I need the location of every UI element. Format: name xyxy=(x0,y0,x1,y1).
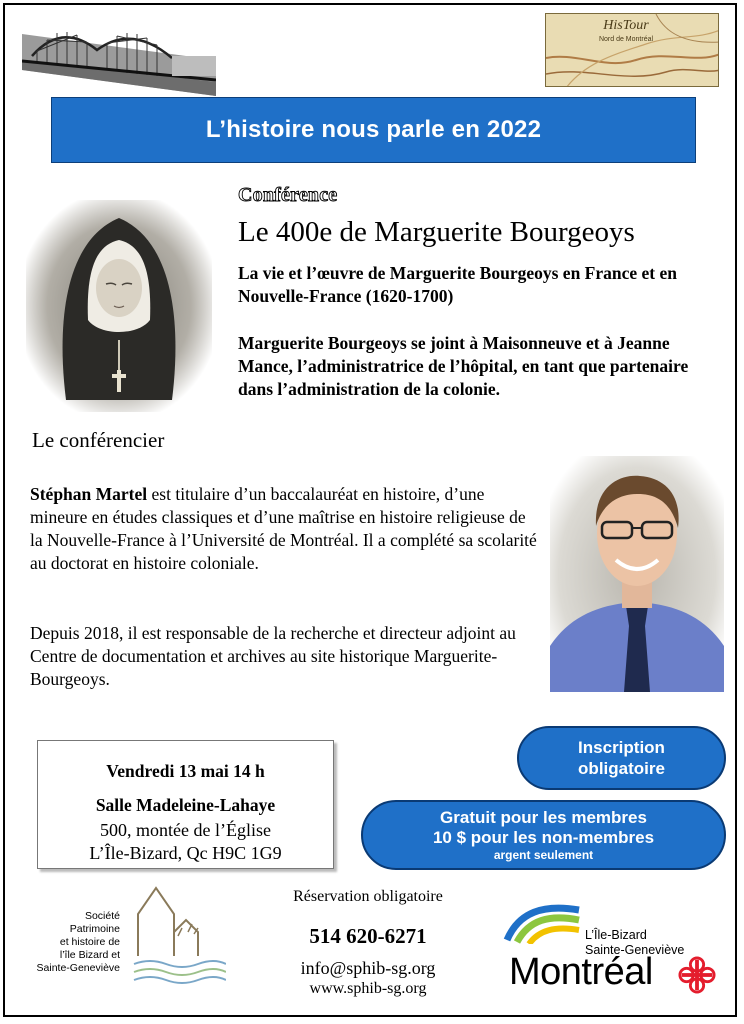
title-banner xyxy=(51,97,696,163)
price-note: argent seulement xyxy=(493,848,594,862)
borough-arcs-logo-icon xyxy=(503,900,583,944)
inscription-line-1: Inscription xyxy=(578,738,665,757)
event-info-box xyxy=(37,740,334,869)
borough-line-2: Sainte-Geneviève xyxy=(585,943,685,957)
borough-line-1: L’Île-Bizard xyxy=(585,928,647,942)
conference-title: Le 400e de Marguerite Bourgeoys xyxy=(238,216,635,248)
event-address-line-2: L’Île-Bizard, Qc H9C 1G9 xyxy=(89,843,282,863)
society-church-logo-icon xyxy=(130,884,226,992)
society-name xyxy=(16,910,120,975)
event-address-line-1: 500, montée de l’Église xyxy=(100,820,271,840)
histour-title: HisTour xyxy=(603,18,649,33)
society-line: l’île Bizard et xyxy=(59,949,120,961)
email-link[interactable]: info@sphib-sg.org xyxy=(300,958,436,978)
speaker-bio-paragraph-1 xyxy=(30,483,540,575)
price-members: Gratuit pour les membres xyxy=(440,808,647,827)
event-date: Vendredi 13 mai 14 h xyxy=(106,761,265,781)
price-badge xyxy=(361,800,726,870)
phone-number[interactable]: 514 620-6271 xyxy=(309,924,427,948)
inscription-badge xyxy=(517,726,726,790)
speaker-bio-1-text: est titulaire d’un baccalauréat en histoire, d’une mineure en études classiques et d’une maîtrise en histoire religieuse de la Nouvelle-France à l’Université de Montréal. Il a complété sa scolarité au doctorat en histoire coloniale. xyxy=(30,484,537,573)
reservation-label: Réservation obligatoire xyxy=(293,888,443,905)
banner-title: L’histoire nous parle en 2022 xyxy=(205,116,542,143)
society-line: et histoire de xyxy=(59,936,120,948)
society-line: Sainte-Geneviève xyxy=(36,962,120,974)
society-line: Patrimoine xyxy=(69,923,120,935)
price-nonmembers: 10 $ pour les non-membres xyxy=(432,828,655,847)
inscription-line-2: obligatoire xyxy=(578,759,665,778)
bridge-photo xyxy=(22,16,216,96)
conference-label: Conférence xyxy=(238,184,338,206)
histour-subtitle: Nord de Montréal xyxy=(598,36,654,43)
histour-logo xyxy=(545,13,719,87)
montreal-wordmark: Montréal xyxy=(509,951,653,993)
speaker-bio-paragraph-2: Depuis 2018, il est responsable de la recherche et directeur adjoint au Centre de documentation et archives au site historique Marguerite-Bourgeoys. xyxy=(30,623,516,689)
marguerite-bourgeoys-portrait xyxy=(26,200,212,412)
speaker-name: Stéphan Martel xyxy=(30,484,148,504)
stephan-martel-portrait xyxy=(550,456,724,692)
society-line: Société xyxy=(84,910,120,922)
montreal-rosette-icon xyxy=(678,956,716,994)
conference-subtitle: La vie et l’œuvre de Marguerite Bourgeoys en France et en Nouvelle-France (1620-1700) xyxy=(238,263,678,306)
website-link[interactable]: www.sphib-sg.org xyxy=(309,980,427,997)
conference-description: Marguerite Bourgeoys se joint à Maisonneuve et à Jeanne Mance, l’administratrice de l’hôpital, en tant que partenaire dans l’administration de la colonie. xyxy=(238,333,689,399)
event-venue: Salle Madeleine-Lahaye xyxy=(95,795,276,815)
speaker-heading: Le conférencier xyxy=(32,428,165,452)
